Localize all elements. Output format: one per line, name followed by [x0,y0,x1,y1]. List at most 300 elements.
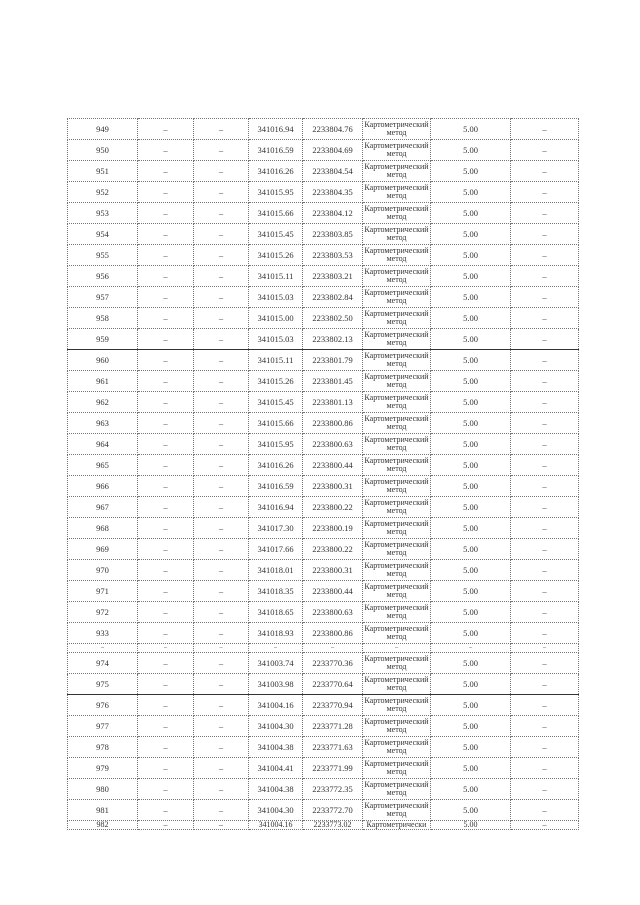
accuracy-cell: – [431,644,511,653]
point-number-cell: 964 [68,434,138,455]
point-number-cell: 953 [68,203,138,224]
method-cell: Картометрический метод [363,518,431,539]
y-coordinate-cell: 2233800.86 [303,623,363,644]
empty-cell: – [138,821,194,830]
point-number-cell: 979 [68,758,138,779]
table-row [68,182,579,203]
table-row [68,140,579,161]
point-number-cell: 962 [68,392,138,413]
accuracy-cell: 5.00 [431,161,511,182]
empty-cell: – [194,140,249,161]
x-coordinate-cell: 341015.66 [249,203,303,224]
empty-cell: – [138,224,194,245]
empty-cell: – [511,497,579,518]
empty-cell: – [511,674,579,695]
empty-cell: – [138,758,194,779]
empty-cell: – [194,779,249,800]
accuracy-cell: 5.00 [431,392,511,413]
table-row [68,581,579,602]
table-row [68,119,579,140]
method-cell: Картометрический метод [363,476,431,497]
empty-cell: – [511,203,579,224]
empty-cell: – [194,716,249,737]
point-number-cell: 966 [68,476,138,497]
y-coordinate-cell: 2233773.02 [303,821,363,830]
y-coordinate-cell: 2233802.13 [303,329,363,350]
table-row [68,308,579,329]
y-coordinate-cell: 2233770.36 [303,653,363,674]
method-cell: Картометрический метод [363,413,431,434]
empty-cell: – [511,695,579,716]
y-coordinate-cell: 2233772.35 [303,779,363,800]
empty-cell: – [511,245,579,266]
empty-cell: – [194,455,249,476]
y-coordinate-cell: 2233800.22 [303,539,363,560]
empty-cell: – [511,287,579,308]
empty-cell: – [511,623,579,644]
x-coordinate-cell: 341004.30 [249,716,303,737]
method-cell: Картометрический метод [363,539,431,560]
empty-cell: – [138,140,194,161]
x-coordinate-cell: 341016.26 [249,455,303,476]
empty-cell: – [511,140,579,161]
table-row [68,245,579,266]
empty-cell: – [511,602,579,623]
x-coordinate-cell: 341018.01 [249,560,303,581]
method-cell: Картометрический метод [363,653,431,674]
x-coordinate-cell: 341004.30 [249,800,303,821]
table-row [68,674,579,695]
empty-cell: – [511,308,579,329]
empty-cell: – [511,266,579,287]
x-coordinate-cell: 341015.11 [249,350,303,371]
x-coordinate-cell: 341015.26 [249,245,303,266]
method-cell: Картометрический метод [363,224,431,245]
x-coordinate-cell: 341018.65 [249,602,303,623]
method-cell: Картометрический метод [363,434,431,455]
coordinates-table [67,118,579,830]
empty-cell: – [194,539,249,560]
x-coordinate-cell: – [249,644,303,653]
empty-cell: – [138,644,194,653]
method-cell: Картометрический метод [363,392,431,413]
empty-cell: – [138,308,194,329]
method-cell: Картометрический метод [363,161,431,182]
x-coordinate-cell: 341016.59 [249,140,303,161]
empty-cell: – [194,350,249,371]
empty-cell: – [511,371,579,392]
accuracy-cell: 5.00 [431,266,511,287]
empty-cell: – [138,203,194,224]
empty-cell: – [511,413,579,434]
accuracy-cell: 5.00 [431,434,511,455]
empty-cell: – [194,518,249,539]
table-row [68,350,579,371]
y-coordinate-cell: 2233800.19 [303,518,363,539]
accuracy-cell: 5.00 [431,287,511,308]
x-coordinate-cell: 341015.95 [249,182,303,203]
table-row [68,203,579,224]
empty-cell: – [511,800,579,821]
method-cell: – [363,644,431,653]
table-row [68,266,579,287]
empty-cell: – [194,245,249,266]
y-coordinate-cell: 2233804.12 [303,203,363,224]
point-number-cell: 957 [68,287,138,308]
separator-row [68,644,579,653]
y-coordinate-cell: 2233800.31 [303,560,363,581]
point-number-cell: 965 [68,455,138,476]
empty-cell: – [138,371,194,392]
method-cell: Картометрический метод [363,674,431,695]
table-row [68,224,579,245]
empty-cell: – [194,758,249,779]
accuracy-cell: 5.00 [431,224,511,245]
empty-cell: – [194,644,249,653]
x-coordinate-cell: 341004.41 [249,758,303,779]
y-coordinate-cell: 2233801.45 [303,371,363,392]
point-number-cell: 982 [68,821,138,830]
empty-cell: – [511,119,579,140]
empty-cell: – [138,779,194,800]
y-coordinate-cell: 2233800.86 [303,413,363,434]
table-row [68,287,579,308]
accuracy-cell: 5.00 [431,674,511,695]
empty-cell: – [138,653,194,674]
x-coordinate-cell: 341018.93 [249,623,303,644]
y-coordinate-cell: 2233803.21 [303,266,363,287]
method-cell: Картометрический метод [363,581,431,602]
y-coordinate-cell: 2233800.44 [303,581,363,602]
empty-cell: – [194,371,249,392]
x-coordinate-cell: 341004.16 [249,821,303,830]
point-number-cell: 955 [68,245,138,266]
empty-cell: – [194,476,249,497]
empty-cell: – [194,308,249,329]
empty-cell: – [511,518,579,539]
point-number-cell: 933 [68,623,138,644]
table-row [68,779,579,800]
table-row [68,800,579,821]
point-number-cell: 958 [68,308,138,329]
empty-cell: – [138,560,194,581]
point-number-cell: 980 [68,779,138,800]
empty-cell: – [138,800,194,821]
point-number-cell: 974 [68,653,138,674]
point-number-cell: 960 [68,350,138,371]
empty-cell: – [138,413,194,434]
y-coordinate-cell: 2233804.54 [303,161,363,182]
x-coordinate-cell: 341003.98 [249,674,303,695]
accuracy-cell: 5.00 [431,518,511,539]
method-cell: Картометрический метод [363,779,431,800]
accuracy-cell: 5.00 [431,140,511,161]
empty-cell: – [194,413,249,434]
accuracy-cell: 5.00 [431,602,511,623]
x-coordinate-cell: 341017.30 [249,518,303,539]
point-number-cell: 969 [68,539,138,560]
point-number-cell: 970 [68,560,138,581]
point-number-cell: 949 [68,119,138,140]
empty-cell: – [194,581,249,602]
table-row [68,539,579,560]
empty-cell: – [194,737,249,758]
method-cell: Картометрический метод [363,455,431,476]
method-cell: Картометрический метод [363,329,431,350]
accuracy-cell: 5.00 [431,821,511,830]
point-number-cell: 972 [68,602,138,623]
empty-cell: – [138,245,194,266]
accuracy-cell: 5.00 [431,539,511,560]
empty-cell: – [138,266,194,287]
y-coordinate-cell: 2233804.35 [303,182,363,203]
accuracy-cell: 5.00 [431,245,511,266]
method-cell: Картометрический метод [363,497,431,518]
point-number-cell: 967 [68,497,138,518]
empty-cell: – [511,581,579,602]
y-coordinate-cell: – [303,644,363,653]
point-number-cell: 959 [68,329,138,350]
table-row [68,737,579,758]
accuracy-cell: 5.00 [431,329,511,350]
empty-cell: – [194,266,249,287]
method-cell: Картометрический метод [363,245,431,266]
x-coordinate-cell: 341015.45 [249,224,303,245]
accuracy-cell: 5.00 [431,413,511,434]
empty-cell: – [194,821,249,830]
method-cell: Картометрический метод [363,560,431,581]
point-number-cell: 954 [68,224,138,245]
method-cell: Картометрический метод [363,119,431,140]
y-coordinate-cell: 2233772.70 [303,800,363,821]
empty-cell: – [194,203,249,224]
accuracy-cell: 5.00 [431,695,511,716]
empty-cell: – [138,455,194,476]
table-row [68,476,579,497]
accuracy-cell: 5.00 [431,716,511,737]
point-number-cell: 956 [68,266,138,287]
table-row [68,392,579,413]
empty-cell: – [138,518,194,539]
y-coordinate-cell: 2233802.84 [303,287,363,308]
empty-cell: – [511,329,579,350]
method-cell: Картометрический метод [363,371,431,392]
y-coordinate-cell: 2233804.69 [303,140,363,161]
y-coordinate-cell: 2233800.22 [303,497,363,518]
method-cell: Картометрический метод [363,350,431,371]
empty-cell: – [194,434,249,455]
empty-cell: – [194,329,249,350]
empty-cell: – [138,497,194,518]
accuracy-cell: 5.00 [431,203,511,224]
method-cell: Картометрический метод [363,800,431,821]
point-number-cell: 975 [68,674,138,695]
x-coordinate-cell: 341004.16 [249,695,303,716]
method-cell: Картометрический метод [363,695,431,716]
point-number-cell: 978 [68,737,138,758]
x-coordinate-cell: 341015.03 [249,287,303,308]
empty-cell: – [138,119,194,140]
accuracy-cell: 5.00 [431,560,511,581]
accuracy-cell: 5.00 [431,476,511,497]
x-coordinate-cell: 341016.59 [249,476,303,497]
empty-cell: – [138,539,194,560]
empty-cell: – [194,287,249,308]
x-coordinate-cell: 341018.35 [249,581,303,602]
table-row [68,653,579,674]
table-row [68,455,579,476]
empty-cell: – [511,737,579,758]
x-coordinate-cell: 341015.11 [249,266,303,287]
point-number-cell: 981 [68,800,138,821]
y-coordinate-cell: 2233801.13 [303,392,363,413]
accuracy-cell: 5.00 [431,455,511,476]
method-cell: Картометрический метод [363,266,431,287]
x-coordinate-cell: 341015.45 [249,392,303,413]
empty-cell: – [511,434,579,455]
x-coordinate-cell: 341015.95 [249,434,303,455]
empty-cell: – [138,737,194,758]
x-coordinate-cell: 341004.38 [249,779,303,800]
empty-cell: – [194,392,249,413]
table-body [68,119,579,830]
y-coordinate-cell: 2233804.76 [303,119,363,140]
table-row [68,602,579,623]
empty-cell: – [511,455,579,476]
empty-cell: – [138,581,194,602]
empty-cell: – [194,560,249,581]
y-coordinate-cell: 2233803.85 [303,224,363,245]
x-coordinate-cell: 341015.66 [249,413,303,434]
method-cell: Картометрический метод [363,182,431,203]
method-cell: Картометрический метод [363,623,431,644]
x-coordinate-cell: 341016.94 [249,497,303,518]
empty-cell: – [138,182,194,203]
empty-cell: – [511,779,579,800]
accuracy-cell: 5.00 [431,119,511,140]
table-row [68,161,579,182]
point-number-cell: – [68,644,138,653]
point-number-cell: 952 [68,182,138,203]
empty-cell: – [511,758,579,779]
point-number-cell: 963 [68,413,138,434]
accuracy-cell: 5.00 [431,758,511,779]
x-coordinate-cell: 341015.26 [249,371,303,392]
empty-cell: – [138,716,194,737]
table-row [68,413,579,434]
x-coordinate-cell: 341003.74 [249,653,303,674]
accuracy-cell: 5.00 [431,653,511,674]
table-row [68,716,579,737]
accuracy-cell: 5.00 [431,371,511,392]
y-coordinate-cell: 2233770.94 [303,695,363,716]
accuracy-cell: 5.00 [431,800,511,821]
empty-cell: – [511,560,579,581]
table-row [68,623,579,644]
empty-cell: – [194,119,249,140]
empty-cell: – [138,350,194,371]
empty-cell: – [194,695,249,716]
empty-cell: – [138,434,194,455]
accuracy-cell: 5.00 [431,182,511,203]
accuracy-cell: 5.00 [431,581,511,602]
empty-cell: – [138,392,194,413]
accuracy-cell: 5.00 [431,737,511,758]
method-cell: Картометрический метод [363,716,431,737]
point-number-cell: 951 [68,161,138,182]
empty-cell: – [194,653,249,674]
method-cell: Картометрически [363,821,431,830]
x-coordinate-cell: 341004.38 [249,737,303,758]
x-coordinate-cell: 341015.00 [249,308,303,329]
empty-cell: – [194,602,249,623]
x-coordinate-cell: 341015.03 [249,329,303,350]
empty-cell: – [511,539,579,560]
empty-cell: – [194,224,249,245]
accuracy-cell: 5.00 [431,623,511,644]
empty-cell: – [511,392,579,413]
y-coordinate-cell: 2233771.28 [303,716,363,737]
empty-cell: – [511,476,579,497]
y-coordinate-cell: 2233800.31 [303,476,363,497]
table-row [68,518,579,539]
table-row [68,371,579,392]
empty-cell: – [138,602,194,623]
point-number-cell: 977 [68,716,138,737]
y-coordinate-cell: 2233771.63 [303,737,363,758]
empty-cell: – [138,623,194,644]
accuracy-cell: 5.00 [431,779,511,800]
accuracy-cell: 5.00 [431,497,511,518]
empty-cell: – [511,644,579,653]
empty-cell: – [194,182,249,203]
table-row [68,758,579,779]
method-cell: Картометрический метод [363,308,431,329]
empty-cell: – [138,161,194,182]
y-coordinate-cell: 2233770.64 [303,674,363,695]
point-number-cell: 950 [68,140,138,161]
empty-cell: – [511,161,579,182]
y-coordinate-cell: 2233800.63 [303,434,363,455]
x-coordinate-cell: 341016.26 [249,161,303,182]
method-cell: Картометрический метод [363,602,431,623]
empty-cell: – [511,716,579,737]
empty-cell: – [511,224,579,245]
method-cell: Картометрический метод [363,203,431,224]
point-number-cell: 976 [68,695,138,716]
table-row [68,821,579,830]
table-row [68,497,579,518]
point-number-cell: 968 [68,518,138,539]
method-cell: Картометрический метод [363,758,431,779]
accuracy-cell: 5.00 [431,308,511,329]
accuracy-cell: 5.00 [431,350,511,371]
y-coordinate-cell: 2233800.44 [303,455,363,476]
table-row [68,695,579,716]
method-cell: Картометрический метод [363,737,431,758]
table-row [68,560,579,581]
empty-cell: – [511,182,579,203]
empty-cell: – [138,329,194,350]
y-coordinate-cell: 2233802.50 [303,308,363,329]
empty-cell: – [194,623,249,644]
empty-cell: – [138,674,194,695]
empty-cell: – [194,800,249,821]
y-coordinate-cell: 2233803.53 [303,245,363,266]
empty-cell: – [194,161,249,182]
x-coordinate-cell: 341017.66 [249,539,303,560]
x-coordinate-cell: 341016.94 [249,119,303,140]
